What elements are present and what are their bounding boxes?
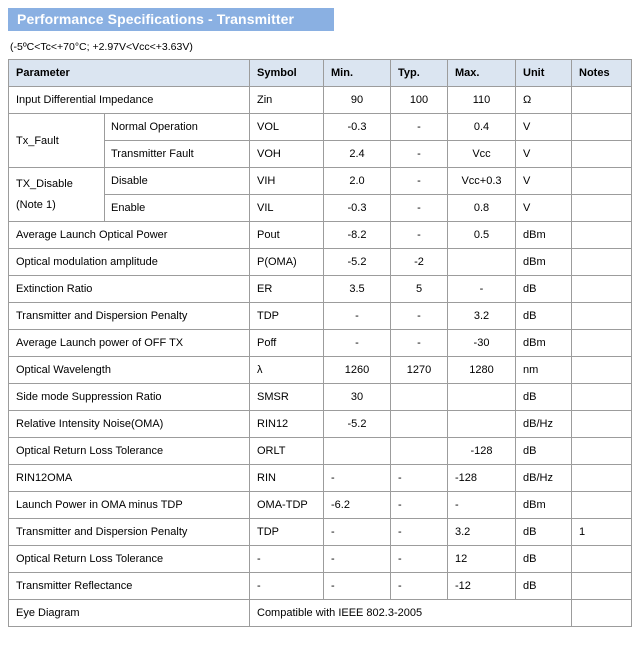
table-row [9,600,632,627]
unit-cell: dB/Hz [516,465,572,492]
unit-cell: dBm [516,222,572,249]
typ-cell: - [391,573,448,600]
unit-cell: dB [516,303,572,330]
unit-cell: nm [516,357,572,384]
min-cell: -6.2 [324,492,391,519]
symbol-cell: VOL [250,114,324,141]
param-cell: Side mode Suppression Ratio [9,384,250,411]
unit-cell: dB [516,519,572,546]
table-row [9,168,632,195]
table-row [9,222,632,249]
symbol-cell: TDP [250,519,324,546]
typ-cell: - [391,141,448,168]
unit-cell: dB [516,384,572,411]
max-cell: 0.8 [448,195,516,222]
table-row [9,438,632,465]
typ-cell: - [391,195,448,222]
typ-cell: - [391,303,448,330]
symbol-cell: Poff [250,330,324,357]
table-row [9,87,632,114]
table-row [9,357,632,384]
min-cell [324,438,391,465]
unit-cell: V [516,141,572,168]
note-cell [572,222,632,249]
min-cell: 90 [324,87,391,114]
max-cell [448,411,516,438]
table-row [9,573,632,600]
group-cell [9,168,105,222]
symbol-cell: TDP [250,303,324,330]
note-cell [572,600,632,627]
min-cell: -0.3 [324,195,391,222]
min-cell: 1260 [324,357,391,384]
param-cell: RIN12OMA [9,465,250,492]
unit-cell: V [516,168,572,195]
unit-cell: dB [516,546,572,573]
typ-cell: - [391,168,448,195]
note-cell [572,168,632,195]
table-row [9,384,632,411]
note-cell [572,249,632,276]
header-typ: Typ. [391,60,448,87]
group-cell: Tx_Fault [9,114,105,168]
symbol-cell: Zin [250,87,324,114]
table-row [9,492,632,519]
operating-conditions: (-5ºC<Tc<+70°C; +2.97V<Vcc<+3.63V) [10,41,193,53]
typ-cell: - [391,519,448,546]
subparam-cell: Disable [105,168,250,195]
min-cell: - [324,330,391,357]
typ-cell: -2 [391,249,448,276]
table-row [9,519,632,546]
param-cell: Optical Return Loss Tolerance [9,438,250,465]
min-cell: -5.2 [324,249,391,276]
symbol-cell: VOH [250,141,324,168]
symbol-cell: ER [250,276,324,303]
symbol-cell: ORLT [250,438,324,465]
min-cell: - [324,546,391,573]
max-cell: 110 [448,87,516,114]
unit-cell: V [516,114,572,141]
header-parameter: Parameter [9,60,250,87]
max-cell: 0.4 [448,114,516,141]
symbol-cell: VIH [250,168,324,195]
table-row [9,465,632,492]
param-cell: Input Differential Impedance [9,87,250,114]
max-cell [448,249,516,276]
unit-cell: dB [516,276,572,303]
typ-cell: - [391,222,448,249]
symbol-cell: SMSR [250,384,324,411]
symbol-cell: VIL [250,195,324,222]
table-row [9,276,632,303]
param-cell: Optical Wavelength [9,357,250,384]
min-cell: -5.2 [324,411,391,438]
note-cell [572,303,632,330]
header-min: Min. [324,60,391,87]
typ-cell [391,384,448,411]
symbol-cell: - [250,573,324,600]
note-cell [572,114,632,141]
subparam-cell: Transmitter Fault [105,141,250,168]
typ-cell: 100 [391,87,448,114]
max-cell: Vcc [448,141,516,168]
param-cell: Launch Power in OMA minus TDP [9,492,250,519]
unit-cell: dB [516,438,572,465]
max-cell: -128 [448,438,516,465]
max-cell: -12 [448,573,516,600]
note-cell [572,546,632,573]
min-cell: -8.2 [324,222,391,249]
header-notes: Notes [572,60,632,87]
subparam-cell: Enable [105,195,250,222]
typ-cell: - [391,114,448,141]
spec-table [8,59,632,627]
note-cell [572,465,632,492]
typ-cell [391,411,448,438]
header-max: Max. [448,60,516,87]
symbol-cell: OMA-TDP [250,492,324,519]
param-cell: Average Launch Optical Power [9,222,250,249]
note-cell [572,195,632,222]
note-cell [572,573,632,600]
unit-cell: dB/Hz [516,411,572,438]
param-cell: Optical modulation amplitude [9,249,250,276]
table-row [9,249,632,276]
min-cell: 2.4 [324,141,391,168]
max-cell: - [448,276,516,303]
param-cell: Transmitter and Dispersion Penalty [9,519,250,546]
typ-cell: - [391,546,448,573]
symbol-cell: P(OMA) [250,249,324,276]
unit-cell: V [516,195,572,222]
min-cell: - [324,303,391,330]
typ-cell: - [391,465,448,492]
symbol-cell: λ [250,357,324,384]
min-cell: 2.0 [324,168,391,195]
note-cell [572,492,632,519]
header-unit: Unit [516,60,572,87]
note-cell [572,438,632,465]
symbol-cell: Pout [250,222,324,249]
max-cell: 12 [448,546,516,573]
eye-diagram-value: Compatible with IEEE 802.3-2005 [250,600,572,627]
param-cell: Extinction Ratio [9,276,250,303]
table-row [9,303,632,330]
header-row [9,60,632,87]
title-banner [8,8,334,31]
table-row [9,546,632,573]
unit-cell: Ω [516,87,572,114]
min-cell: 3.5 [324,276,391,303]
table-row [9,411,632,438]
typ-cell [391,438,448,465]
unit-cell: dBm [516,492,572,519]
note-cell [572,141,632,168]
symbol-cell: RIN [250,465,324,492]
max-cell: -30 [448,330,516,357]
param-cell: Transmitter and Dispersion Penalty [9,303,250,330]
max-cell: 1280 [448,357,516,384]
table-row [9,114,632,141]
group-label: TX_Disable [16,178,73,190]
note-cell: 1 [572,519,632,546]
param-cell: Optical Return Loss Tolerance [9,546,250,573]
unit-cell: dBm [516,249,572,276]
max-cell: 3.2 [448,519,516,546]
table-row [9,330,632,357]
typ-cell: 1270 [391,357,448,384]
page-title: Performance Specifications - Transmitter [17,11,295,27]
group-note: (Note 1) [16,199,56,211]
max-cell: 3.2 [448,303,516,330]
typ-cell: - [391,330,448,357]
unit-cell: dBm [516,330,572,357]
unit-cell: dB [516,573,572,600]
note-cell [572,357,632,384]
symbol-cell: RIN12 [250,411,324,438]
min-cell: 30 [324,384,391,411]
max-cell: 0.5 [448,222,516,249]
max-cell: -128 [448,465,516,492]
max-cell: Vcc+0.3 [448,168,516,195]
note-cell [572,330,632,357]
header-symbol: Symbol [250,60,324,87]
max-cell: - [448,492,516,519]
min-cell: - [324,519,391,546]
note-cell [572,411,632,438]
max-cell [448,384,516,411]
symbol-cell: - [250,546,324,573]
min-cell: - [324,573,391,600]
min-cell: - [324,465,391,492]
subparam-cell: Normal Operation [105,114,250,141]
note-cell [572,87,632,114]
min-cell: -0.3 [324,114,391,141]
param-cell: Eye Diagram [9,600,250,627]
note-cell [572,384,632,411]
typ-cell: 5 [391,276,448,303]
note-cell [572,276,632,303]
param-cell: Average Launch power of OFF TX [9,330,250,357]
param-cell: Transmitter Reflectance [9,573,250,600]
param-cell: Relative Intensity Noise(OMA) [9,411,250,438]
typ-cell: - [391,492,448,519]
